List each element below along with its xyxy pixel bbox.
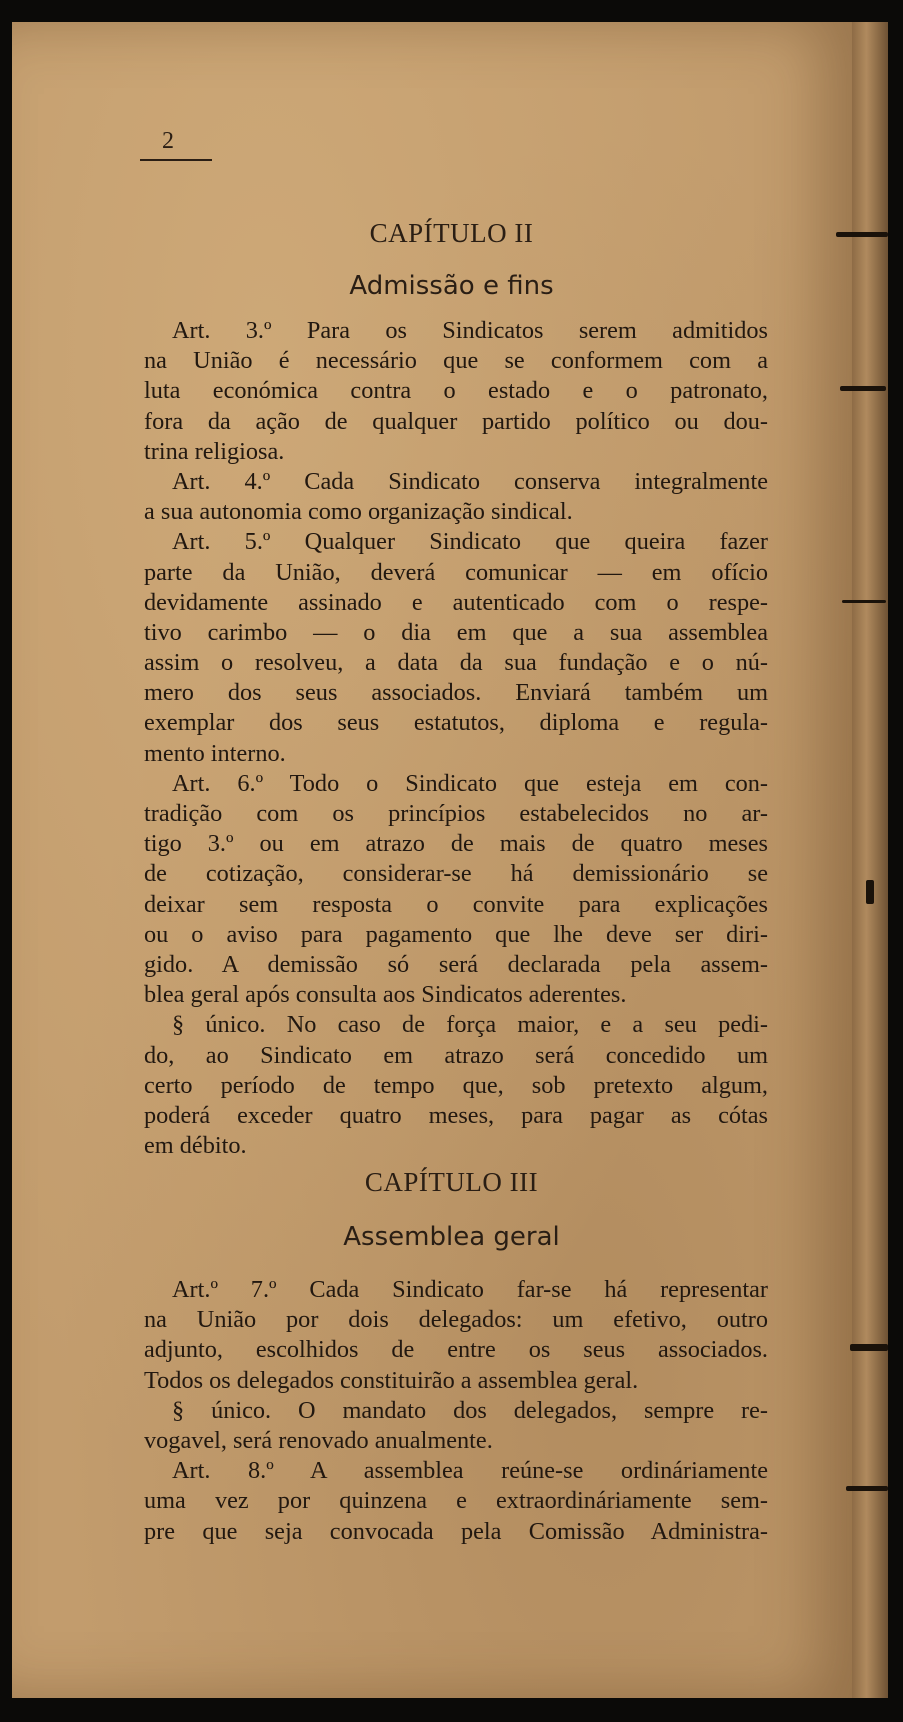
text-line: na União é necessário que se conformem com a xyxy=(144,347,768,375)
text-line: pre que seja convocada pela Comissão Administra- xyxy=(144,1517,768,1545)
chapter-heading: CAPÍTULO II xyxy=(369,218,534,248)
text-line: parte da União, deverá comunicar — em ofício xyxy=(144,558,768,586)
text-line: de cotização, considerar-se há demissionário se xyxy=(144,860,768,888)
text-line: Art. 6.º Todo o Sindicato que esteja em con- xyxy=(172,769,768,797)
text-line: assim o resolveu, a data da sua fundação e o nú- xyxy=(144,649,768,677)
chapter-heading: CAPÍTULO III xyxy=(364,1167,539,1197)
text-line: trina religiosa. xyxy=(144,437,285,465)
chapter-3-body xyxy=(144,1275,768,1547)
text-line: uma vez por quinzena e extraordináriamente sem- xyxy=(144,1487,768,1515)
text-line: tivo carimbo — o dia em que a sua assemblea xyxy=(144,618,768,646)
text-line: Art. 5.º Qualquer Sindicato que queira fazer xyxy=(172,528,768,556)
text-line: § único. No caso de força maior, e a seu pedi- xyxy=(172,1011,768,1039)
text-line: devidamente assinado e autenticado com o respe- xyxy=(144,588,768,616)
binding-mark xyxy=(846,1486,888,1491)
text-line: a sua autonomia como organização sindical. xyxy=(144,498,573,526)
binding-mark xyxy=(850,1344,888,1351)
text-line: mento interno. xyxy=(144,739,286,767)
text-line: tigo 3.º ou em atrazo de mais de quatro meses xyxy=(144,830,768,858)
chapter-2-body xyxy=(144,316,768,1161)
text-line: adjunto, escolhidos de entre os seus associados. xyxy=(144,1336,768,1364)
text-line: gido. A demissão só será declarada pela assem- xyxy=(144,950,768,978)
text-line: ou o aviso para pagamento que lhe deve ser diri- xyxy=(144,920,768,948)
text-line: Todos os delegados constituirão a assemblea geral. xyxy=(144,1366,639,1394)
text-line: mero dos seus associados. Enviará também um xyxy=(144,679,768,707)
text-line: em débito. xyxy=(144,1132,247,1160)
page-number-underline xyxy=(140,159,212,161)
text-line: Art.º 7.º Cada Sindicato far-se há representar xyxy=(172,1276,768,1303)
section-heading: Admissão e fins xyxy=(349,271,554,301)
text-line: fora da ação de qualquer partido político ou dou- xyxy=(144,407,768,435)
text-line: certo período de tempo que, sob pretexto algum, xyxy=(144,1071,768,1099)
binding-mark xyxy=(866,880,874,904)
text-line: Art. 8.º A assemblea reúne-se ordináriamente xyxy=(172,1457,768,1485)
text-line: § único. O mandato dos delegados, sempre re- xyxy=(172,1396,768,1424)
text-line: tradição com os princípios estabelecidos no ar- xyxy=(144,800,768,827)
page-number: 2 xyxy=(162,128,174,154)
text-line: blea geral após consulta aos Sindicatos aderentes. xyxy=(144,981,627,1009)
text-line: Art. 4.º Cada Sindicato conserva integralmente xyxy=(172,467,768,495)
binding-mark xyxy=(842,600,886,603)
binding-mark xyxy=(840,386,886,391)
text-line: exemplar dos seus estatutos, diploma e regula- xyxy=(144,709,768,737)
text-line: luta económica contra o estado e o patronato, xyxy=(144,377,768,405)
text-line: do, ao Sindicato em atrazo será concedido um xyxy=(144,1041,768,1069)
section-heading: Assemblea geral xyxy=(343,1222,560,1252)
text-line: deixar sem resposta o convite para explicações xyxy=(144,890,768,918)
text-line: vogavel, será renovado anualmente. xyxy=(144,1426,493,1454)
text-line: Art. 3.º Para os Sindicatos serem admitidos xyxy=(172,317,768,344)
text-line: poderá exceder quatro meses, para pagar as cótas xyxy=(144,1101,768,1129)
text-line: na União por dois delegados: um efetivo, outro xyxy=(144,1306,768,1334)
